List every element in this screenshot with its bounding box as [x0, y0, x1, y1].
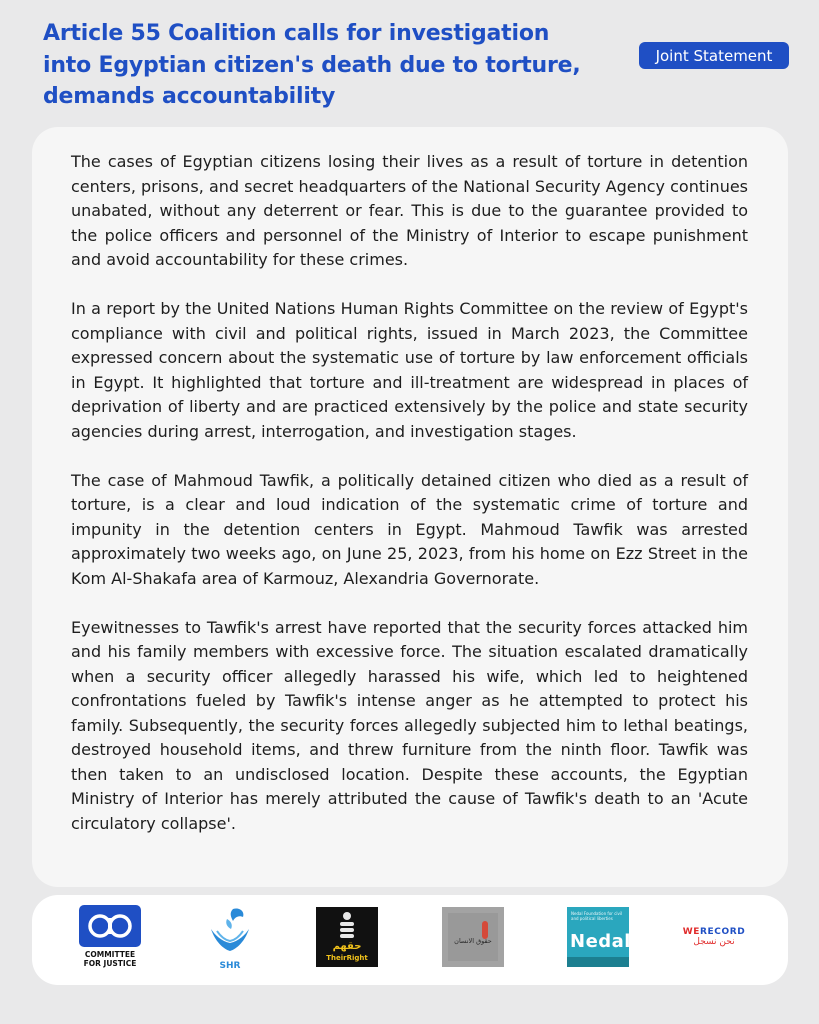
cfj-name-line1: COMMITTEE [84, 950, 136, 959]
arabic-rights-logo [442, 907, 504, 967]
paragraph: Eyewitnesses to Tawfik's arrest have reported that the security forces attacked him and his family members with excessive force. The situation escalated dramatically when a security officer allegedly harassed his wife, which led to heightened confrontations fueled by Tawfik's intense anger as he attempted to protect his family. Subsequently, the security forces allegedly subjected him to lethal beatings, destroyed household items, and threw furniture from the ninth floor. Tawfik was then taken to an undisclosed location. Despite these accounts, the Egyptian Ministry of Interior has merely attributed the cause of Tawfik's death to an 'Acute circulatory collapse'. [71, 617, 748, 833]
werecord-logo [682, 927, 746, 948]
cfj-name-line2: FOR JUSTICE [83, 958, 137, 968]
arabic-rights-text: حقوق الانسان [454, 937, 492, 945]
partner-logos-bar [32, 895, 788, 985]
nedal-tagline: Nedal Foundation for civil and political liberties [571, 911, 623, 921]
nedal-logo [567, 907, 629, 967]
shr-label: SHR [219, 961, 241, 971]
their-right-logo [316, 907, 378, 967]
their-right-arabic: حقهم [332, 941, 362, 952]
shr-logo [207, 905, 253, 971]
dove-hands-icon [207, 905, 253, 957]
cfj-mark-icon [79, 905, 141, 947]
statement-body [71, 150, 748, 861]
werecord-record: RECORD [699, 927, 746, 937]
werecord-arabic: نحن نسجل [693, 937, 735, 947]
joint-statement-badge: Joint Statement [639, 42, 789, 69]
nedal-name: Nedal [570, 931, 631, 952]
paragraph: The case of Mahmoud Tawfik, a politically detained citizen who died as a result of torture, is a clear and loud indication of the systematic crime of torture and impunity in the detention centers in Egypt. Mahmoud Tawfik was arrested approximately two weeks ago, on June 25, 2023, from his home on Ezz Street in the Kom Al-Shakafa area of Karmouz, Alexandria Governorate. [71, 470, 748, 588]
paragraph: The cases of Egyptian citizens losing their lives as a result of torture in detention centers, prisons, and secret headquarters of the National Security Agency continues unabated, without any deterrent or fear. This is due to the guarantee provided to the police officers and personnel of the Ministry of Interior to escape punishment and avoid accountability for these crimes. [71, 152, 749, 269]
stacked-figure-icon [316, 909, 378, 945]
werecord-we: WE [682, 927, 700, 937]
nedal-bar [567, 957, 629, 967]
committee-for-justice-logo [77, 905, 143, 968]
their-right-label: TheirRight [326, 954, 368, 962]
paragraph: In a report by the United Nations Human Rights Committee on the review of Egypt's compliance with civil and political rights, issued in March 2023, the Committee expressed concern about the systematic use of torture by law enforcement officials in Egypt. It highlighted that torture and ill-treatment are widespread in places of deprivation of liberty and are practiced extensively by the police and state security agencies during arrest, interrogation, and investigation stages. [71, 299, 748, 441]
page-title: Article 55 Coalition calls for investigation into Egyptian citizen's death due to torture, demands accountability [43, 21, 581, 109]
